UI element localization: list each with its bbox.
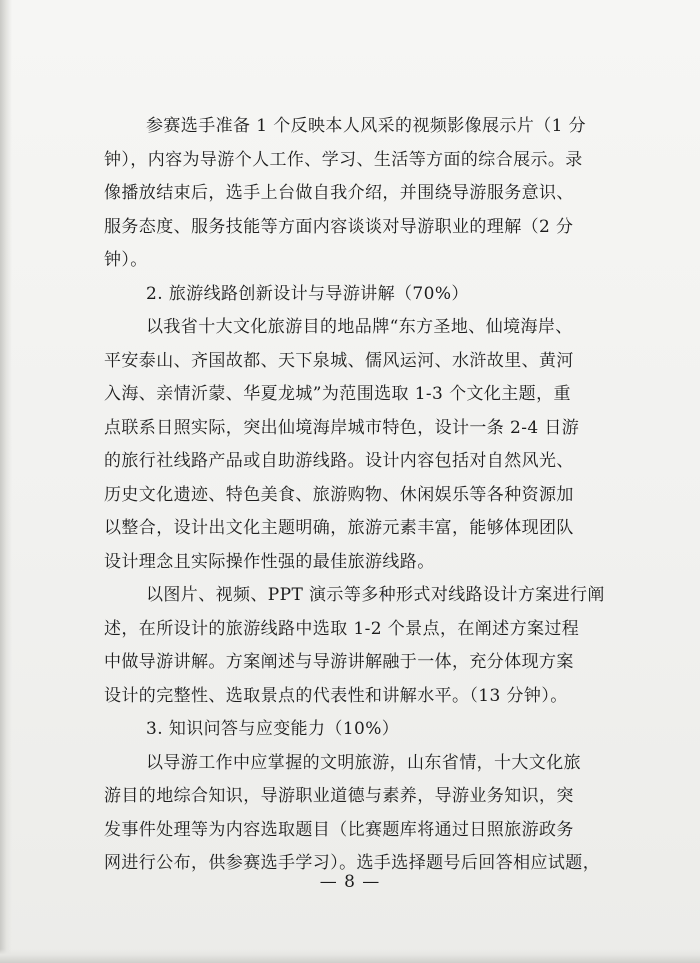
paragraph-line: 中做导游讲解。方案阐述与导游讲解融于一体，充分体现方案 bbox=[104, 652, 574, 672]
paragraph-line: 钟）。 bbox=[104, 250, 148, 270]
paragraph-line: 入海、亲情沂蒙、华夏龙城”为范围选取 1-3 个文化主题，重 bbox=[104, 384, 571, 404]
paragraph-line: 以图片、视频、PPT 演示等多种形式对线路设计方案进行阐 bbox=[146, 585, 605, 605]
paragraph-line: 设计的完整性、选取景点的代表性和讲解水平。（13 分钟）。 bbox=[104, 685, 568, 706]
paragraph-line: 的旅行社线路产品或自助游线路。设计内容包括对自然风光、 bbox=[104, 451, 574, 471]
paragraph-line: 述，在所设计的旅游线路中选取 1-2 个景点，在阐述方案过程 bbox=[104, 618, 580, 639]
paragraph-line: 参赛选手准备 1 个反映本人风采的视频影像展示片（1 分 bbox=[146, 116, 587, 136]
paragraph-line: 像播放结束后，选手上台做自我介绍，并围绕导游服务意识、 bbox=[104, 183, 574, 203]
body-text bbox=[104, 110, 624, 881]
paragraph-line: 以整合，设计出文化主题明确，旅游元素丰富，能够体现团队 bbox=[104, 518, 574, 538]
paragraph-line: 历史文化遗迹、特色美食、旅游购物、休闲娱乐等各种资源加 bbox=[104, 484, 574, 505]
paragraph-line: 平安泰山、齐国故都、天下泉城、儒风运河、水浒故里、黄河 bbox=[104, 350, 574, 371]
paragraph-line: 设计理念且实际操作性强的最佳旅游线路。 bbox=[104, 551, 435, 572]
paragraph-line: 网进行公布，供参赛选手学习）。选手选择题号后回答相应试题， bbox=[104, 853, 601, 873]
paragraph-line: 钟），内容为导游个人工作、学习、生活等方面的综合展示。录 bbox=[104, 149, 583, 170]
section-heading: 3. 知识问答与应变能力（10%） bbox=[146, 719, 400, 739]
paragraph-line: 发事件处理等为内容选取题目（比赛题库将通过日照旅游政务 bbox=[104, 819, 574, 840]
scan-bottom-edge-shadow bbox=[0, 949, 700, 963]
paragraph-line: 服务态度、服务技能等方面内容谈谈对导游职业的理解（2 分 bbox=[104, 216, 574, 237]
scan-left-edge-shadow bbox=[0, 0, 12, 963]
section-heading: 2. 旅游线路创新设计与导游讲解（70%） bbox=[146, 283, 469, 304]
paragraph-line: 游目的地综合知识，导游职业道德与素养，导游业务知识，突 bbox=[104, 786, 574, 806]
page-number: — 8 — bbox=[319, 872, 381, 892]
paragraph-line: 点联系日照实际，突出仙境海岸城市特色，设计一条 2-4 日游 bbox=[104, 417, 580, 438]
paragraph-line: 以导游工作中应掌握的文明旅游，山东省情，十大文化旅 bbox=[146, 752, 581, 773]
paragraph-line: 以我省十大文化旅游目的地品牌“东方圣地、仙境海岸、 bbox=[146, 317, 573, 337]
